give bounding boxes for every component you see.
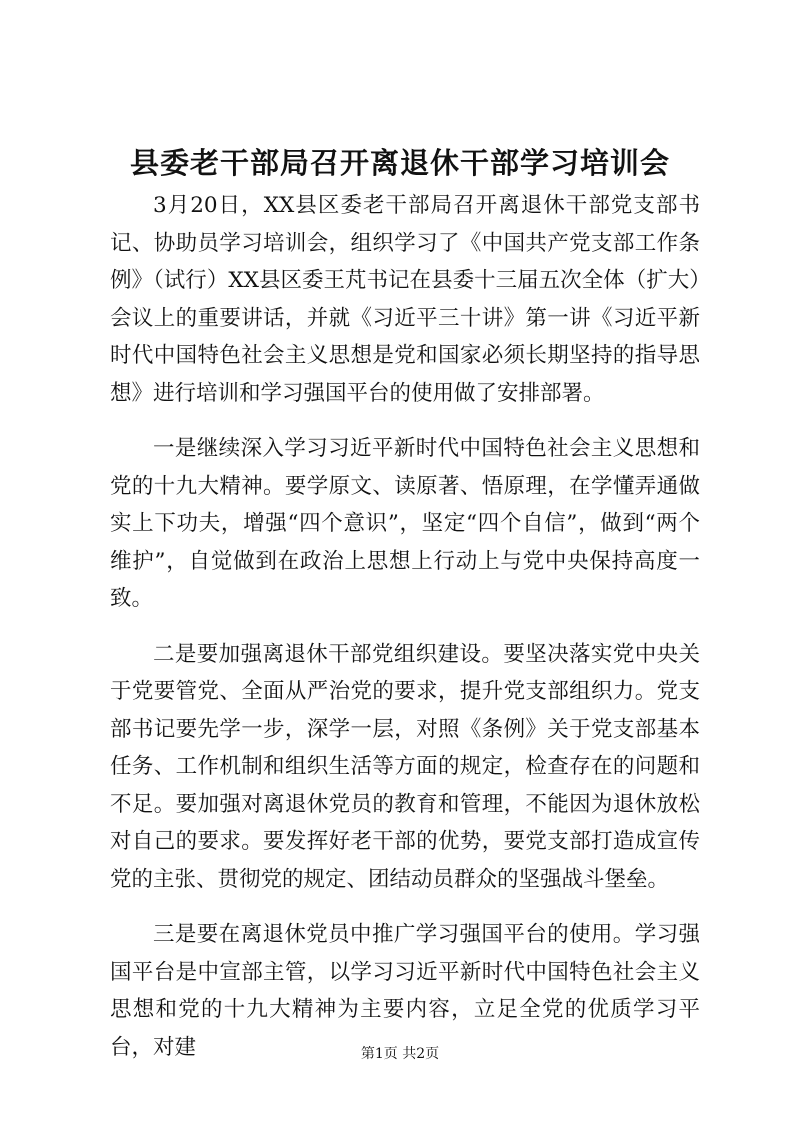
paragraph-point-one: 一是继续深入学习习近平新时代中国特色社会主义思想和党的十九大精神。要学原文、读原著、悟原理，在学懂弄通做实上下功夫，增强“四个意识”，坚定“四个自信”，做到“两个维护”，自觉做到在政治上思想上行动上与党中央保持高度一致。 bbox=[110, 436, 700, 611]
paragraph-point-three: 三是要在离退休党员中推广学习强国平台的使用。学习强国平台是中宣部主管，以学习习近平新时代中国特色社会主义思想和党的十九大精神为主要内容，立足全党的优质学习平台，对建 bbox=[110, 922, 700, 1060]
paragraph-point-two: 二是要加强离退休干部党组织建设。要坚决落实党中央关于党要管党、全面从严治党的要求，提升党支部组织力。党支部书记要先学一步，深学一层，对照《条例》关于党支部基本任务、工作机制和组织生活等方面的规定，检查存在的问题和不足。要加强对离退休党员的教育和管理，不能因为退休放松对自己的要求。要发挥好老干部的优势，要党支部打造成宣传党的主张、贯彻党的规定、团结动员群众的坚强战斗堡垒。 bbox=[110, 641, 700, 892]
document-body bbox=[110, 187, 700, 1066]
page-number: 第1页 共2页 bbox=[360, 1046, 440, 1062]
document-title: 县委老干部局召开离退休干部学习培训会 bbox=[129, 146, 670, 180]
paragraph-intro: 3月20日，XX县区委老干部局召开离退休干部党支部书记、协助员学习培训会，组织学习了《中国共产党支部工作条例》（试行）XX县区委王芃书记在县委十三届五次全体（扩大）会议上的重要讲话，并就《习近平三十讲》第一讲《习近平新时代中国特色社会主义思想是党和国家必须长期坚持的指导思想》进行培训和学习强国平台的使用做了安排部署。 bbox=[110, 193, 700, 406]
